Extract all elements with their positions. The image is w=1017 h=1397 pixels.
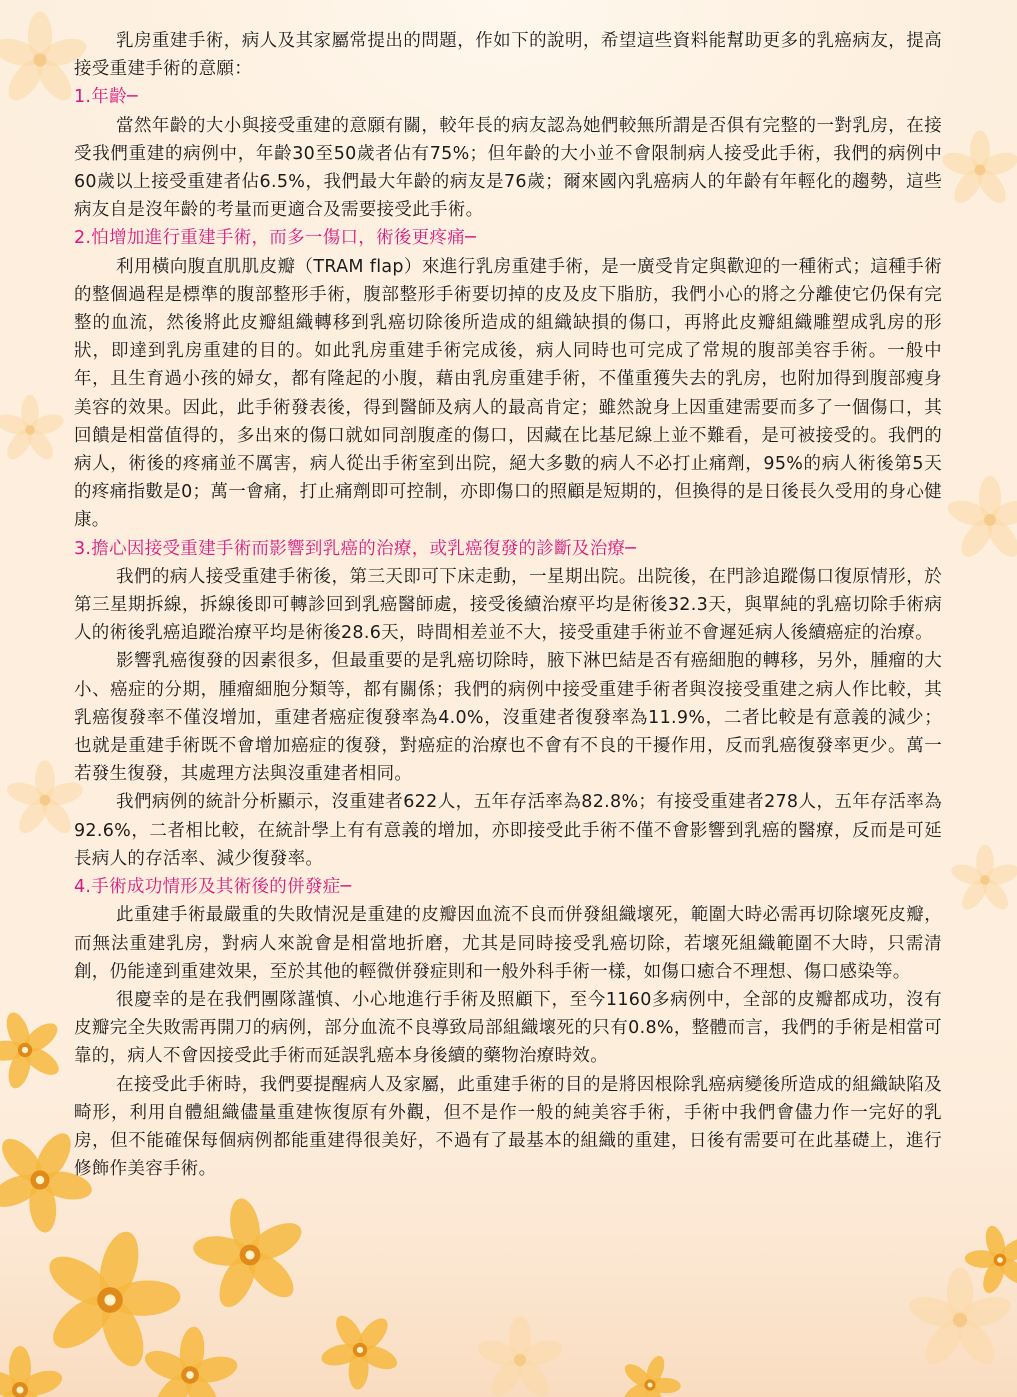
- paragraph: 很慶幸的是在我們團隊謹慎、小心地進行手術及照顧下，至今1160多病例中，全部的皮瓣都成功，沒有皮瓣完全失敗需再開刀的病例，部分血流不良導致局部組織壞死的只有0.8%，整體而言，我們的手術是相當可靠的，病人不會因接受此手術而延誤乳癌本身後續的藥物治療時效。: [74, 989, 942, 1067]
- paragraph: 當然年齡的大小與接受重建的意願有關，較年長的病友認為她們較無所謂是否俱有完整的一對乳房，在接受我們重建的病例中，年齡30至50歲者佔有75%；但年齡的大小並不會限制病人接受此手術，我們的病例中60歲以上接受重建者佔6.5%，我們最大年齡的病友是76歲；爾來國內乳癌病人的年齡有年輕化的趨勢，這些病友自是沒年齡的考量而更適合及需要接受此手術。: [74, 115, 942, 221]
- paragraph: 我們病例的統計分析顯示，沒重建者622人，五年存活率為82.8%；有接受重建者278人，五年存活率為92.6%，二者相比較，在統計學上有有意義的增加，亦即接受此手術不僅不會影響到乳癌的醫療，反而是可延長病人的存活率、減少復發率。: [74, 792, 942, 869]
- intro-paragraph: 乳房重建手術，病人及其家屬常提出的問題，作如下的說明，希望這些資料能幫助更多的乳癌病友，提高接受重建手術的意願：: [74, 31, 942, 80]
- paragraph: 此重建手術最嚴重的失敗情況是重建的皮瓣因血流不良而併發組織壞死，範圍大時必需再切除壞死皮瓣，而無法重建乳房，對病人來說會是相當地折磨，尤其是同時接受乳癌切除，若壞死組織範圍不大時，只需清創，仍能達到重建效果，至於其他的輕微併發症則和一般外科手術一樣，如傷口癒合不理想、傷口感染等。: [74, 905, 942, 982]
- section-heading-age: 1.年齡─: [74, 87, 138, 108]
- section-heading-cancer-treatment: 3.擔心因接受重建手術而影響到乳癌的治療，或乳癌復發的診斷及治療─: [74, 538, 637, 559]
- paragraph: 影響乳癌復發的因素很多，但最重要的是乳癌切除時，腋下淋巴結是否有癌細胞的轉移，另外，腫瘤的大小、癌症的分期，腫瘤細胞分類等，都有關係；我們的病例中接受重建手術者與沒接受重建之病人作比較，其乳癌復發率不僅沒增加，重建者癌症復發率為4.0%，沒重建者復發率為11.9%，二者比較是有意義的減少；也就是重建手術既不會增加癌症的復發，對癌症的治療也不會有不良的干擾作用，反而乳癌復發率更少。萬一若發生復發，其處理方法與沒重建者相同。: [74, 651, 942, 785]
- paragraph: 在接受此手術時，我們要提醒病人及家屬，此重建手術的目的是將因根除乳癌病變後所造成的組織缺陷及畸形，利用自體組織儘量重建恢復原有外觀，但不是作一般的純美容手術，手術中我們會儘力作一完好的乳房，但不能確保每個病例都能重建得很美好，不過有了最基本的組織的重建，日後有需要可在此基礎上，進行修飾作美容手術。: [74, 1074, 942, 1180]
- section-heading-complications: 4.手術成功情形及其術後的併發症─: [74, 877, 352, 898]
- section-heading-wound-pain: 2.怕增加進行重建手術，而多一傷口，術後更疼痛─: [74, 228, 476, 249]
- paragraph: 我們的病人接受重建手術後，第三天即可下床走動，一星期出院。出院後，在門診追蹤傷口復原情形，於第三星期拆線，拆線後即可轉診回到乳癌醫師處，接受後續治療平均是術後32.3天，與單純的乳癌切除手術病人的術後乳癌追蹤治療平均是術後28.6天，時間相差並不大，接受重建手術並不會遲延病人後續癌症的治療。: [74, 566, 942, 644]
- paragraph: 利用橫向腹直肌肌皮瓣（TRAM flap）來進行乳房重建手術，是一廣受肯定與歡迎的一種術式；這種手術的整個過程是標準的腹部整形手術，腹部整形手術要切掉的皮及皮下脂肪，我們小心的將之分離使它仍保有完整的血流，然後將此皮瓣組織轉移到乳癌切除後所造成的組織缺損的傷口，再將此皮瓣組織雕塑成乳房的形狀，即達到乳房重建的目的。如此乳房重建手術完成後，病人同時也可完成了常規的腹部美容手術。一般中年，且生育過小孩的婦女，都有隆起的小腹，藉由乳房重建手術，不僅重獲失去的乳房，也附加得到腹部瘦身美容的效果。因此，此手術發表後，得到醫師及病人的最高肯定；雖然說身上因重建需要而多了一個傷口，其回饋是相當值得的，多出來的傷口就如同剖腹產的傷口，因藏在比基尼線上並不難看，是可被接受的。我們的病人，術後的疼痛並不厲害，病人從出手術室到出院，絕大多數的病人不必打止痛劑，95%的病人術後第5天的疼痛指數是0；萬一會痛，打止痛劑即可控制，亦即傷口的照顧是短期的，但換得的是日後長久受用的身心健康。: [74, 256, 942, 531]
- article: [74, 27, 942, 1183]
